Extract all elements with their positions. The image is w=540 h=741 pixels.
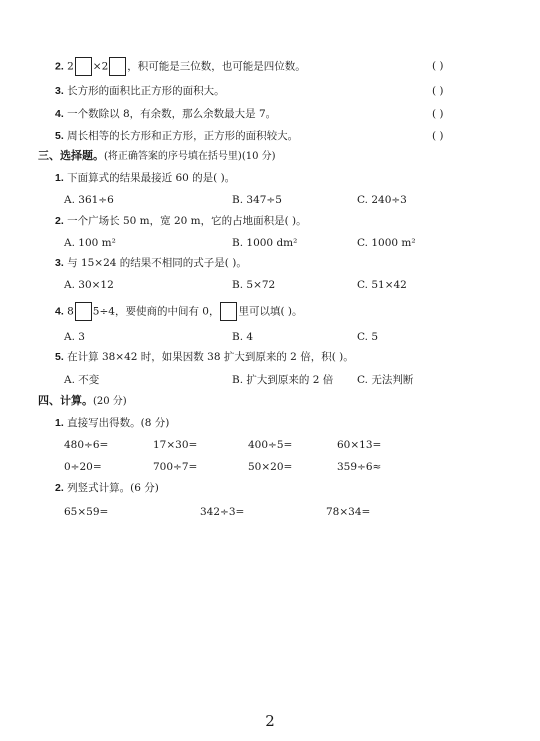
choice-q1-option-a[interactable]: A. 361÷6 — [64, 194, 114, 206]
choice-q4 — [55, 302, 303, 321]
judge-q2-post: ，积可能是三位数，也可能是四位数。 — [127, 60, 306, 73]
choice-q2 — [55, 214, 307, 228]
answer-bracket-q3[interactable]: ( ) — [432, 85, 444, 97]
judge-q4-number: 4. — [55, 108, 64, 120]
choice-q5-number: 5. — [55, 351, 64, 363]
calc-part1 — [55, 416, 169, 430]
calc-item[interactable]: 50×20= — [248, 461, 293, 473]
digit-blank-box[interactable] — [220, 302, 237, 321]
choice-q5-option-c[interactable]: C. 无法判断 — [357, 374, 414, 386]
calc-item[interactable]: 400÷5= — [248, 439, 293, 451]
calc-part2-number: 2. — [55, 482, 64, 494]
judge-q3 — [55, 84, 225, 98]
choice-q4-option-a[interactable]: A. 3 — [64, 331, 85, 343]
choice-q4-pre: 8 — [67, 305, 74, 318]
choice-q4-number: 4. — [55, 305, 64, 318]
choice-q1-option-b[interactable]: B. 347÷5 — [232, 194, 282, 206]
choice-q5 — [55, 350, 354, 364]
calc-item[interactable]: 60×13= — [337, 439, 382, 451]
choice-q1-option-c[interactable]: C. 240÷3 — [357, 194, 407, 206]
section3-score: (10 分) — [241, 151, 276, 162]
choice-q4-option-c[interactable]: C. 5 — [357, 331, 379, 343]
calc-part2-text: 列竖式计算。(6 分) — [67, 482, 159, 494]
vertical-calc-item[interactable]: 342÷3= — [200, 506, 245, 518]
calc-item[interactable]: 480÷6= — [64, 439, 109, 451]
choice-q4-mid: 5÷4，要使商的中间有 0， — [92, 305, 220, 318]
judge-q4 — [55, 107, 276, 121]
section4-score: (20 分) — [93, 396, 127, 407]
choice-q5-text: 在计算 38×42 时，如果因数 38 扩大到原来的 2 倍，积( )。 — [67, 351, 354, 363]
choice-q4-option-b[interactable]: B. 4 — [232, 331, 254, 343]
judge-q2 — [55, 57, 306, 76]
calc-item[interactable]: 700÷7= — [153, 461, 198, 473]
choice-q1-text: 下面算式的结果最接近 60 的是( )。 — [67, 172, 236, 184]
choice-q2-option-a[interactable]: A. 100 m² — [64, 237, 116, 249]
digit-blank-box[interactable] — [75, 302, 92, 321]
judge-q5-text: 周长相等的长方形和正方形，正方形的面积较大。 — [67, 130, 299, 142]
choice-q3-text: 与 15×24 的结果不相同的式子是( )。 — [67, 257, 247, 269]
choice-q3-option-b[interactable]: B. 5×72 — [232, 279, 276, 291]
judge-q2-number: 2. — [55, 60, 64, 73]
choice-q2-option-c[interactable]: C. 1000 m² — [357, 237, 416, 249]
judge-q4-text: 一个数除以 8，有余数，那么余数最大是 7。 — [67, 108, 277, 120]
vertical-calc-item[interactable]: 65×59= — [64, 506, 109, 518]
section4-title: 四、计算。 — [38, 394, 93, 407]
calc-item[interactable]: 17×30= — [153, 439, 198, 451]
section3-title: 三、选择题。 — [38, 149, 104, 162]
choice-q5-option-b[interactable]: B. 扩大到原来的 2 倍 — [232, 374, 334, 386]
calc-part2 — [55, 481, 159, 495]
choice-q2-text: 一个广场长 50 m，宽 20 m，它的占地面积是( )。 — [67, 215, 307, 227]
digit-blank-box[interactable] — [109, 57, 126, 76]
choice-q4-post: 里可以填( )。 — [238, 305, 303, 318]
choice-q1-number: 1. — [55, 172, 64, 184]
calc-item[interactable]: 359÷6≈ — [337, 461, 382, 473]
answer-bracket-q2[interactable]: ( ) — [432, 60, 444, 72]
section3-note: (将正确答案的序号填在括号里) — [104, 151, 242, 162]
choice-q2-option-b[interactable]: B. 1000 dm² — [232, 237, 298, 249]
answer-bracket-q5[interactable]: ( ) — [432, 130, 444, 142]
judge-q5 — [55, 129, 298, 143]
judge-q3-text: 长方形的面积比正方形的面积大。 — [67, 85, 225, 97]
judge-q2-mid: ×2 — [92, 60, 109, 73]
calc-part1-number: 1. — [55, 417, 64, 429]
calc-item[interactable]: 0÷20= — [64, 461, 102, 473]
page-number: 2 — [265, 712, 275, 730]
section4-heading — [38, 394, 127, 409]
choice-q1 — [55, 171, 235, 185]
section3-heading — [38, 149, 276, 164]
judge-q5-number: 5. — [55, 130, 64, 142]
choice-q3-option-c[interactable]: C. 51×42 — [357, 279, 407, 291]
choice-q3-option-a[interactable]: A. 30×12 — [64, 279, 114, 291]
choice-q2-number: 2. — [55, 215, 64, 227]
digit-blank-box[interactable] — [75, 57, 92, 76]
judge-q2-pre: 2 — [67, 60, 74, 73]
choice-q3-number: 3. — [55, 257, 64, 269]
choice-q5-option-a[interactable]: A. 不变 — [64, 374, 100, 386]
judge-q3-number: 3. — [55, 85, 64, 97]
vertical-calc-item[interactable]: 78×34= — [326, 506, 371, 518]
choice-q3 — [55, 256, 247, 270]
answer-bracket-q4[interactable]: ( ) — [432, 108, 444, 120]
calc-part1-text: 直接写出得数。(8 分) — [67, 417, 170, 429]
